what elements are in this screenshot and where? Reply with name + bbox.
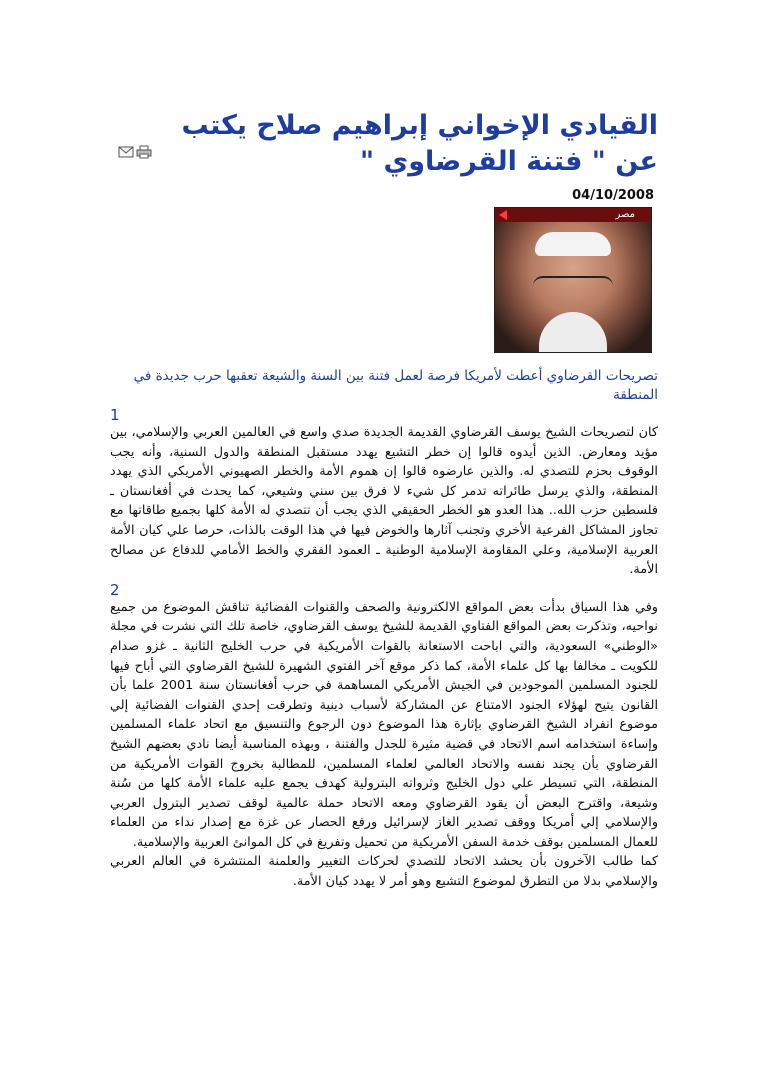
article <box>110 108 658 892</box>
article-title: القيادي الإخواني إبراهيم صلاح يكتب عن " فتنة القرضاوي " <box>181 110 658 177</box>
email-icon[interactable] <box>118 144 134 158</box>
article-tools <box>118 144 152 158</box>
author-photo <box>494 207 652 353</box>
section-number-1: 1 <box>110 406 120 424</box>
photo-cap-shape <box>535 232 611 256</box>
photo-country-badge: مصر <box>495 208 651 222</box>
section-2-paragraph: وفي هذا السياق بدأت بعض المواقع الالكترونية والصحف والقنوات الفضائية تناقش الموضوع من جميع نواحيه، وتذكرت بعض المواقع الفتاوي القديمة للشيخ يوسف القرضاوي، خاصة تلك التي نشرت في مجلة «الوطني» السعودية، والتي اباحت الاستعانة بالقوات الأمريكية في حرب الخليج الثانية ـ غزو صدام للكويت ـ مخالفا بها كل علماء الأمة، كما ذكر موقع آخر الفتوي الشهيرة للشيخ القرضاوي التي أباح فيها للجنود المسلمين الموجودين في الجيش الأمريكي المساهمة في حرب أفغانستان سنة 2001 علما بأن القانون يتيح لهؤلاء الجنود الامتناع عن المشاركة لأسباب دينية وتطرقت إحدي القنوات الفضائية إلي موضوع انفراد الشيخ القرضاوي بإثارة هذا الموضوع دون الرجوع والتنسيق مع اتحاد علماء المسلمين وإساءة استخدامه اسم الاتحاد في قضية مثيرة للجدل والفتنة ، وبهذه المناسبة أيضا نادي بعضهم الشيخ القرضاوي بأن يجند نفسه والاتحاد العالمي لعلماء المسلمين، للمطالبة بخروج القوات الأمريكية من المنطقة، التي تسيطر علي دول الخليج وثرواته البترولية كهدف يجمع عليه علماء الأمة كلها من سُنة وشيعة، واقترح البعض أن يقود القرضاوي ومعه الاتحاد حملة عالمية لوقف تصدير البترول العربي والإسلامي إلي أمريكا ووقف تصدير الغاز لإسرائيل ورفع الحصار عن غزة مع إصدار نداء من العلماء للعمال المسلمين بوقف خدمة السفن الأمريكية من تحميل وتفريغ في كل الموانئ العربية والإسلامية. <box>110 599 658 850</box>
photo-beard-shape <box>539 312 607 352</box>
section-1-paragraph: كان لتصريحات الشيخ يوسف القرضاوي القديمة الجديدة صدي واسع في العالمين العربي والإسلامي، بين مؤيد ومعارض. الذين أيدوه قالوا إن خطر التشيع يهدد مستقبل المنطقة والدول السنية، وأنه يجب الوقوف بحزم للتصدي له. والذين عارضوه قالوا إن هموم الأمة والخطر الصهيوني الأمريكي الذي يهدد المنطقة، والذي يرسل طائراته تدمر كل شيء لا فرق بين سني وشيعي، كما يحدث في أفغانستان ـ فلسطين حزب الله.. هذا العدو هو الخطر الحقيقي الذي يجب أن تتصدي له الأمة كلها بجميع طاقاتها مع تجاوز المشاكل الفرعية الأخري وتجنب آثارها والخوض فيها في هذا الوقت بالذات، حرصا علي كيان الأمة العربية الإسلامية، وعلي المقاومة الإسلامية الوطنية ـ العمود الفقري والخط الأمامي للدفاع عن مصالح الأمة. <box>110 425 658 578</box>
section-2-paragraph-b: كما طالب الآخرون بأن يحشد الاتحاد للتصدي لحركات التغيير والعلمنة المنتشرة في العالم العربي والإسلامي بدلا من التطرق لموضوع التشيع وهو أمر لا يهدد كيان الأمة. <box>110 854 658 890</box>
article-subtitle: تصريحات القرضاوي أعطت لأمريكا فرصة لعمل فتنة بين السنة والشيعة تعقبها حرب جديدة في المنطقة <box>133 368 658 403</box>
article-date: 04/10/2008 <box>572 188 654 203</box>
arrow-icon <box>499 210 507 220</box>
printer-icon[interactable] <box>136 144 152 158</box>
photo-glasses-shape <box>533 276 613 296</box>
section-number-2: 2 <box>110 580 120 599</box>
